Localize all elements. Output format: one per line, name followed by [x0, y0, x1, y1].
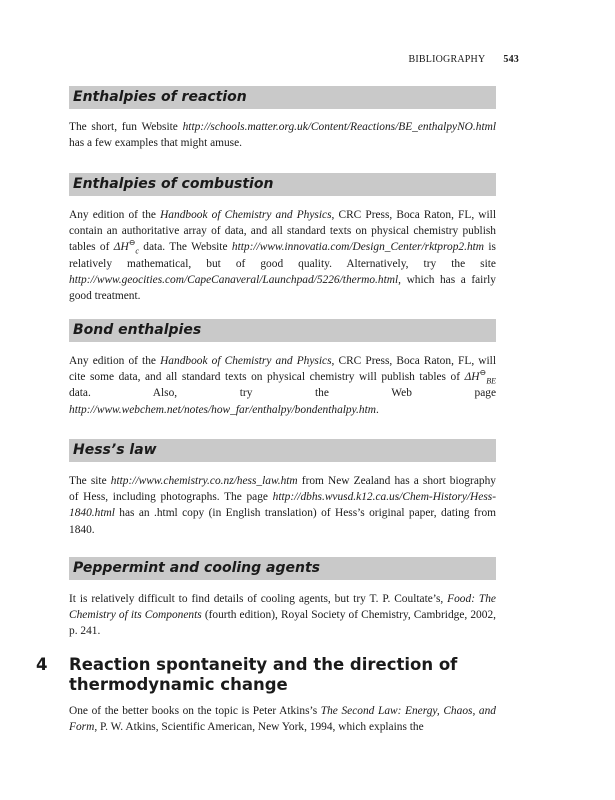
section-title: Peppermint and cooling agents [73, 560, 321, 576]
section-title: Enthalpies of reaction [73, 89, 247, 105]
paragraph-peppermint: It is relatively difficult to find details of cooling agents, but try T. P. Coultate’s, Food: The Chemistry of its Components (fourth edition), Royal Society of Chemistry, Cambridge, 2002, p. 241. [69, 593, 496, 638]
chapter-number: 4 [36, 655, 48, 674]
section-heading-enthalpies-of-reaction [69, 86, 496, 109]
url-link[interactable]: http://www.innovatia.com/Design_Center/rktprop2.htm [231, 241, 485, 254]
url-link[interactable]: http://dbhs.wvusd.k12.ca.us/Chem-History/Hess-1840.html [69, 491, 496, 520]
paragraph-hess-law: The site http://www.chemistry.co.nz/hess_law.htm from New Zealand has a short biography of Hess, including photographs. The page http://dbhs.wvusd.k12.ca.us/Chem-History/Hess-1840.html has an .html copy (in English translation) of Hess’s original paper, dating from 1840. [69, 475, 496, 536]
book-title: Handbook of Chemistry and Physics [160, 209, 332, 221]
section-heading-peppermint [69, 557, 496, 580]
paragraph-enthalpies-of-reaction: The short, fun Website http://schools.matter.org.uk/Content/Reactions/BE_enthalpyNO.html has a few examples that might amuse. [69, 121, 496, 150]
url-link[interactable]: http://www.webchem.net/notes/how_far/enthalpy/bondenthalpy.htm [69, 403, 376, 416]
running-head [409, 54, 519, 65]
running-title: BIBLIOGRAPHY [408, 54, 486, 65]
page-number: 543 [503, 54, 519, 65]
paragraph-chapter-intro: One of the better books on the topic is Peter Atkins’s The Second Law: Energy, Chaos, and Form, P. W. Atkins, Scientific American, New York, 1994, which explains the [69, 705, 496, 734]
section-title: Enthalpies of combustion [73, 176, 274, 192]
enthalpy-symbol: $\Delta H^⊖_{BE}$ [464, 368, 496, 386]
book-title: The Second Law: Energy, Chaos, and Form [69, 705, 496, 734]
chapter-title: Reaction spontaneity and the direction of thermodynamic change [69, 655, 458, 694]
book-title: Food: The Chemistry of its Components [69, 593, 496, 622]
url-link[interactable]: http://www.geocities.com/CapeCanaveral/Launchpad/5226/thermo.html [69, 273, 399, 286]
section-title: Bond enthalpies [73, 322, 202, 338]
section-title: Hess’s law [73, 442, 157, 458]
section-heading-hess-law [69, 439, 496, 462]
url-link[interactable]: http://schools.matter.org.uk/Content/Reactions/BE_enthalpyNO.html [182, 121, 496, 133]
section-heading-bond-enthalpies [69, 319, 496, 342]
paragraph-bond-enthalpies: Any edition of the Handbook of Chemistry and Physics, CRC Press, Boca Raton, FL, will cite some data, and all standard texts on physical chemistry will publish tables of $\Delta H^⊖_{BE}$ data. Also, try the Web page http://www.webchem.net/notes/how_far/enthalpy/bondenthalpy.htm. [69, 355, 496, 416]
enthalpy-symbol: $\Delta H^⊖_c$ [113, 238, 139, 256]
book-title: Handbook of Chemistry and Physics [160, 355, 332, 367]
url-link[interactable]: http://www.chemistry.co.nz/hess_law.htm [110, 475, 298, 487]
paragraph-enthalpies-of-combustion: Any edition of the Handbook of Chemistry and Physics, CRC Press, Boca Raton, FL, will contain an authoritative array of data, and all standard texts on physical chemistry publish tables of $\Delta H^⊖_c$ data. The Website http://www.innovatia.com/Design_Center/rktprop2.htm is relatively mathematical, but of good quality. Alternatively, try the site http://www.geocities.com/CapeCanaveral/Launchpad/5226/thermo.html, which has a fairly good treatment. [69, 209, 496, 303]
section-heading-enthalpies-of-combustion [69, 173, 496, 196]
